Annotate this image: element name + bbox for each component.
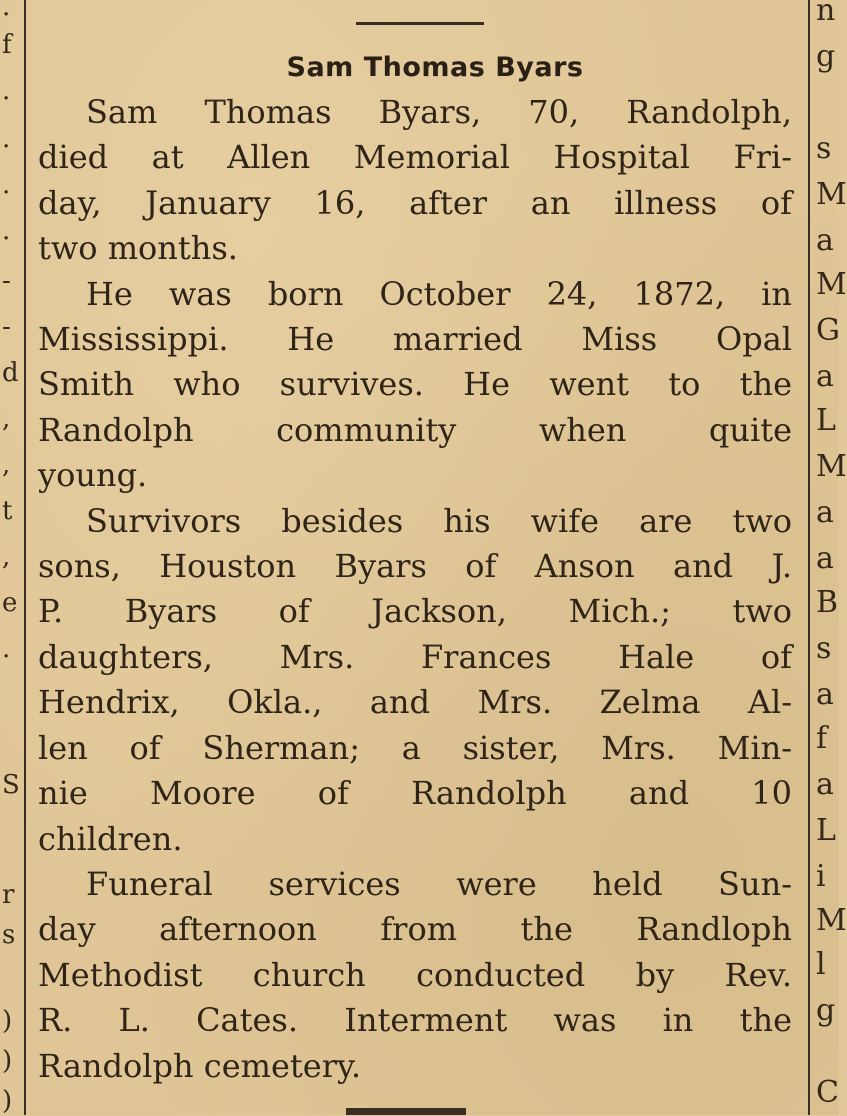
text-line: Survivors besides his wife are two (86, 501, 792, 540)
right-fragment: n (816, 0, 836, 28)
left-fragment: t (2, 496, 13, 526)
left-fragment: , (2, 450, 11, 480)
right-fragment: f (816, 721, 828, 756)
text-line: Mississippi. He married Miss Opal (38, 320, 792, 359)
left-fragment: ) (2, 1086, 13, 1116)
left-fragment: , (2, 542, 11, 572)
left-fragment: , (2, 404, 11, 434)
left-fragment: . (2, 216, 11, 246)
right-fragment: i (816, 859, 826, 894)
text-line: Randolph community when quite (38, 410, 792, 449)
right-fragment: a (816, 767, 834, 802)
text-line: sons, Houston Byars of Anson and J. (38, 547, 792, 586)
paragraph-death-notice (38, 90, 792, 272)
article-headline: Sam Thomas Byars (286, 52, 584, 83)
right-fragment: L (816, 403, 836, 438)
left-fragment: . (2, 0, 11, 22)
right-fragment: g (816, 39, 836, 74)
text-line: He was born October 24, 1872, in (86, 274, 792, 313)
left-fragment: . (2, 634, 11, 664)
left-fragment: d (2, 358, 19, 388)
right-fragment: a (816, 359, 834, 394)
text-line: day afternoon from the Randloph (38, 910, 792, 949)
text-line: day, January 16, after an illness of (38, 183, 792, 222)
paragraph-survivors (38, 499, 792, 862)
left-adjacent-column (0, 0, 22, 1115)
right-fragment: M (816, 449, 847, 484)
left-fragment: ) (2, 1046, 13, 1076)
right-fragment: C (816, 1075, 839, 1110)
left-fragment: e (2, 588, 18, 618)
right-fragment: a (816, 495, 834, 530)
right-fragment: G (816, 313, 840, 348)
right-fragment: M (816, 903, 847, 938)
right-fragment: g (816, 993, 836, 1028)
text-line: Sam Thomas Byars, 70, Randolph, (86, 93, 792, 131)
left-fragment: f (2, 30, 12, 60)
left-fragment: . (2, 124, 11, 154)
text-line: R. L. Cates. Interment was in the (38, 1001, 792, 1040)
right-fragment: a (816, 223, 834, 258)
paragraph-biography (38, 272, 792, 499)
obituary-article (38, 48, 792, 1089)
right-fragment: M (816, 267, 847, 302)
bottom-separator-rule (346, 1108, 466, 1115)
text-line: len of Sherman; a sister, Mrs. Min- (38, 728, 792, 767)
text-line: young. (38, 456, 148, 495)
text-line: nie Moore of Randolph and 10 (38, 774, 792, 813)
text-line: Hendrix, Okla., and Mrs. Zelma Al- (38, 683, 792, 722)
left-fragment: - (2, 266, 11, 296)
right-fragment: s (816, 631, 832, 666)
right-fragment: a (816, 677, 834, 712)
right-fragment: B (816, 585, 839, 620)
right-fragment: L (816, 813, 836, 848)
text-line: Methodist church conducted by Rev. (38, 955, 792, 994)
left-fragment: - (2, 312, 11, 342)
text-line: two months. (38, 229, 238, 268)
left-fragment: S (2, 770, 20, 800)
paragraph-funeral (38, 862, 792, 1089)
left-fragment: s (2, 920, 16, 950)
top-separator-rule (356, 22, 484, 25)
left-fragment: ) (2, 1006, 13, 1036)
right-adjacent-column (814, 0, 847, 1115)
text-line: P. Byars of Jackson, Mich.; two (38, 592, 792, 631)
right-fragment: M (816, 177, 847, 212)
left-fragment: . (2, 76, 11, 106)
right-column-rule (808, 0, 810, 1115)
text-line: died at Allen Memorial Hospital Fri- (38, 138, 792, 177)
text-line: Smith who survives. He went to the (38, 365, 792, 404)
left-fragment: . (2, 170, 11, 200)
right-fragment: l (816, 947, 826, 982)
left-column-rule (24, 0, 26, 1115)
text-line: daughters, Mrs. Frances Hale of (38, 637, 792, 676)
text-line: Randolph cemetery. (38, 1046, 361, 1085)
text-line: Funeral services were held Sun- (86, 864, 792, 903)
right-fragment: a (816, 541, 834, 576)
left-fragment: r (2, 880, 15, 910)
right-fragment: s (816, 131, 832, 166)
text-line: children. (38, 819, 183, 858)
